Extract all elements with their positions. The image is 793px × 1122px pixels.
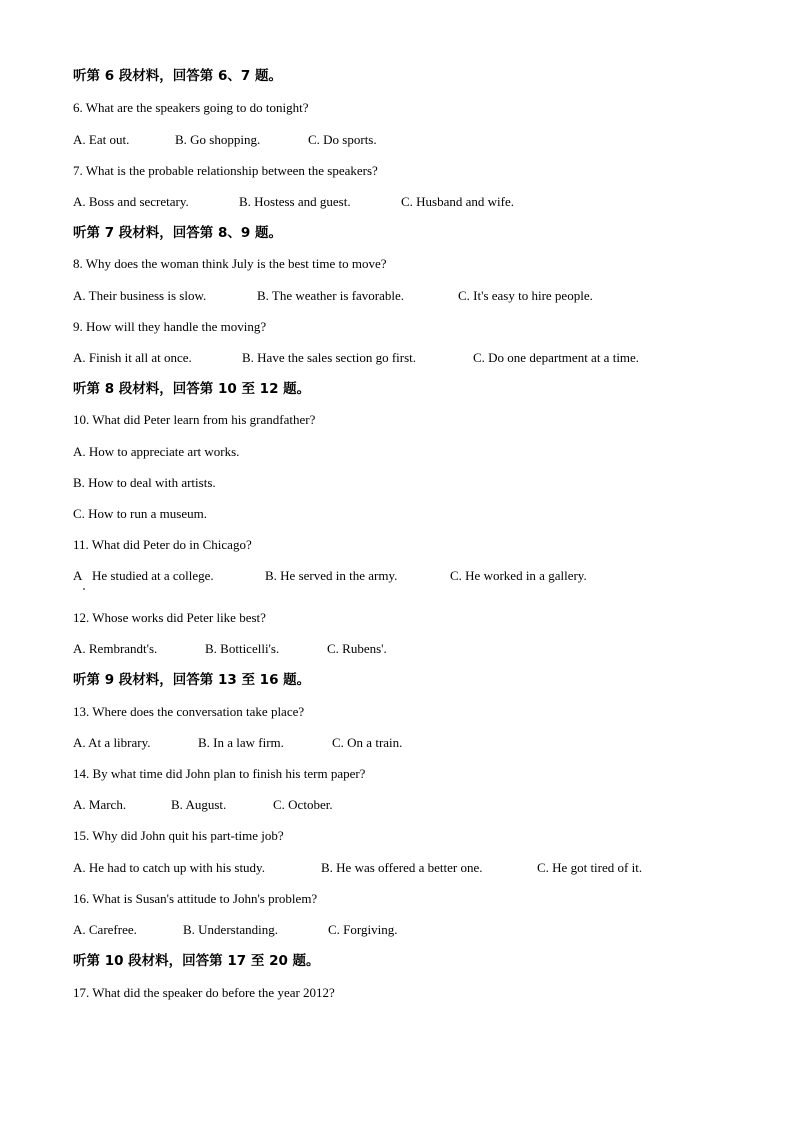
question-12: 12. Whose works did Peter like best? — [73, 610, 266, 625]
option-16-c: C. Forgiving. — [328, 922, 398, 937]
question-15: 15. Why did John quit his part-time job? — [73, 828, 284, 843]
question-16: 16. What is Susan's attitude to John's problem? — [73, 891, 318, 906]
option-14-b: B. August. — [171, 797, 227, 812]
section-heading-7: 听第 7 段材料，回答第 8、9 题。 — [73, 225, 282, 241]
option-12-b: B. Botticelli's. — [205, 641, 280, 656]
option-12-a: A. Rembrandt's. — [73, 641, 158, 656]
option-15-c: C. He got tired of it. — [537, 860, 643, 875]
option-8-a: A. Their business is slow. — [73, 288, 207, 303]
section-heading-9: 听第 9 段材料，回答第 13 至 16 题。 — [73, 672, 311, 688]
option-9-b: B. Have the sales section go first. — [242, 350, 417, 365]
options-12 — [73, 641, 773, 657]
stray-dot-mark — [83, 588, 85, 590]
option-7-a: A. Boss and secretary. — [73, 194, 189, 209]
option-11-c: C. He worked in a gallery. — [450, 568, 587, 583]
option-6-b: B. Go shopping. — [175, 132, 261, 147]
option-13-c: C. On a train. — [332, 735, 403, 750]
options-15 — [73, 860, 773, 876]
option-9-a: A. Finish it all at once. — [73, 350, 192, 365]
option-11-a: He studied at a college. — [92, 568, 214, 583]
question-11: 11. What did Peter do in Chicago? — [73, 537, 252, 552]
option-16-a: A. Carefree. — [73, 922, 137, 937]
option-15-b: B. He was offered a better one. — [321, 860, 483, 875]
option-13-a: A. At a library. — [73, 735, 151, 750]
section-heading-8: 听第 8 段材料，回答第 10 至 12 题。 — [73, 381, 311, 397]
section-heading-6: 听第 6 段材料，回答第 6、7 题。 — [73, 68, 282, 84]
option-9-c: C. Do one department at a time. — [473, 350, 640, 365]
question-17: 17. What did the speaker do before the year 2012? — [73, 985, 335, 1000]
question-13: 13. Where does the conversation take place? — [73, 704, 305, 719]
question-7: 7. What is the probable relationship between the speakers? — [73, 163, 378, 178]
options-13 — [73, 735, 773, 751]
option-11-a-letter: A — [73, 568, 83, 583]
option-10-b: B. How to deal with artists. — [73, 475, 216, 490]
options-8 — [73, 288, 773, 304]
options-14 — [73, 797, 773, 813]
option-7-b: B. Hostess and guest. — [239, 194, 351, 209]
question-8: 8. Why does the woman think July is the best time to move? — [73, 256, 387, 271]
option-10-c: C. How to run a museum. — [73, 506, 207, 521]
question-6: 6. What are the speakers going to do tonight? — [73, 100, 309, 115]
options-9 — [73, 350, 773, 366]
option-7-c: C. Husband and wife. — [401, 194, 515, 209]
option-16-b: B. Understanding. — [183, 922, 278, 937]
option-6-c: C. Do sports. — [308, 132, 377, 147]
options-7 — [73, 194, 773, 210]
question-9: 9. How will they handle the moving? — [73, 319, 267, 334]
option-6-a: A. Eat out. — [73, 132, 130, 147]
question-14: 14. By what time did John plan to finish his term paper? — [73, 766, 366, 781]
section-heading-10: 听第 10 段材料，回答第 17 至 20 题。 — [73, 953, 320, 969]
option-15-a: A. He had to catch up with his study. — [73, 860, 265, 875]
options-6 — [73, 132, 773, 148]
question-10: 10. What did Peter learn from his grandfather? — [73, 412, 316, 427]
option-8-c: C. It's easy to hire people. — [458, 288, 593, 303]
option-14-c: C. October. — [273, 797, 333, 812]
option-14-a: A. March. — [73, 797, 127, 812]
option-10-a: A. How to appreciate art works. — [73, 444, 240, 459]
option-12-c: C. Rubens'. — [327, 641, 387, 656]
option-8-b: B. The weather is favorable. — [257, 288, 405, 303]
option-11-b: B. He served in the army. — [265, 568, 398, 583]
option-13-b: B. In a law firm. — [198, 735, 284, 750]
options-11 — [73, 568, 773, 584]
options-16 — [73, 922, 773, 938]
